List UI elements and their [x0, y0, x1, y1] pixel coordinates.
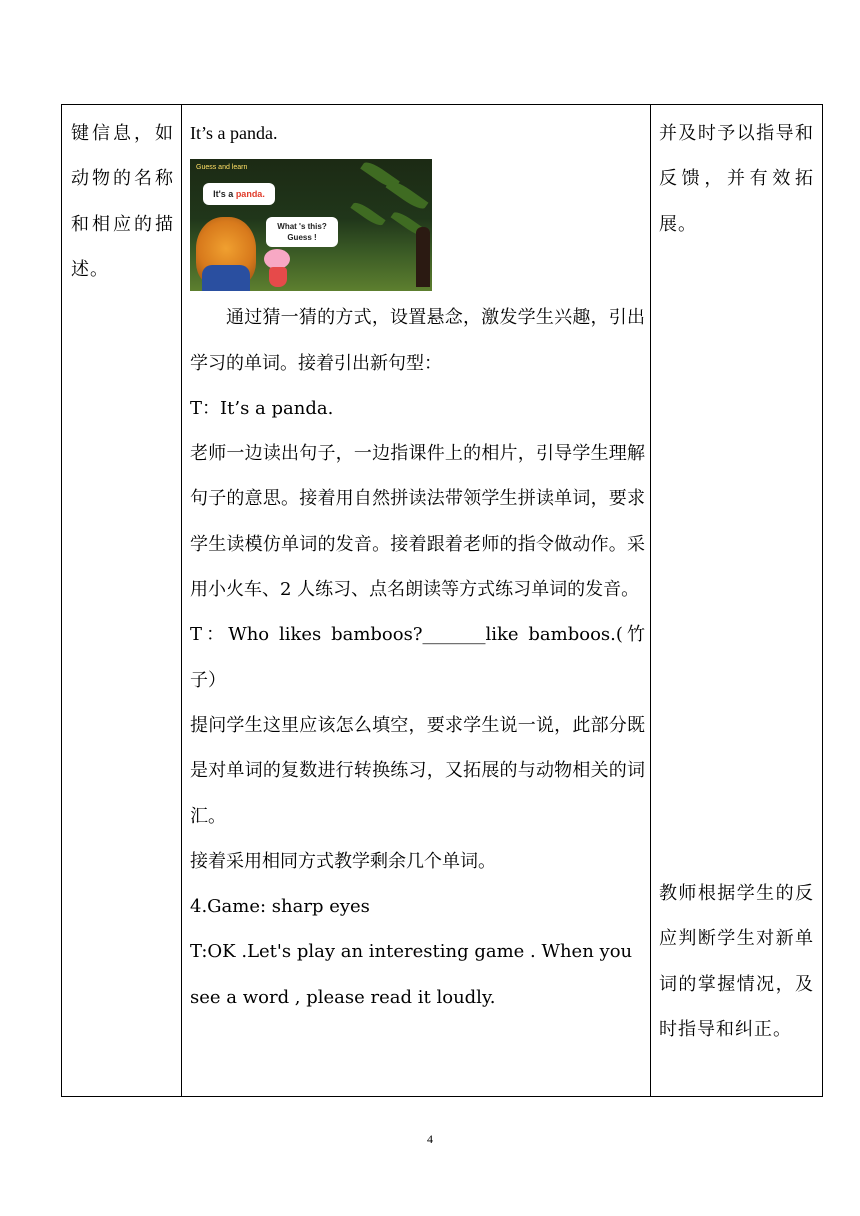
paragraph: 老师一边读出句子，一边指课件上的相片，引导学生理解句子的意思。接着用自然拼读法带领学生拼读单词，要求学生读模仿单词的发音。接着跟着老师的指令做动作。采用小火车、2 人练习、点名朗读等方式练习单词的发音。 [190, 443, 645, 601]
paragraph: 通过猜一猜的方式，设置悬念，激发学生兴趣，引出学习的单词。接着引出新句型： [190, 307, 645, 374]
image-tag: Guess and learn [196, 164, 248, 172]
paragraph: 接着采用相同方式教学剩余几个单词。 [190, 850, 496, 872]
speech-bubble: It's a panda. [203, 183, 275, 205]
paragraph: 提问学生这里应该怎么填空，要求学生说一说，此部分既是对单词的复数进行转换练习，又拓展的与动物相关的词汇。 [190, 714, 645, 827]
game-title: 4.Game: sharp eyes [190, 896, 370, 918]
objective-text: 键信息，如动物的名称和相应的描述。 [71, 123, 174, 280]
speech-bubble: What 's this? Guess ! [266, 217, 338, 247]
lesson-table [61, 104, 823, 1097]
person-silhouette [416, 227, 430, 287]
dialogue-line: T：It’s a panda. [190, 397, 334, 419]
courseware-image [190, 159, 432, 291]
cell-design-intent [651, 105, 822, 1040]
game-text: T:OK .Let's play an interesting game . When you see a word , please read it loudly. [190, 941, 633, 1008]
page-number: 4 [427, 1132, 433, 1146]
sentence-line: It’s a panda. [190, 123, 278, 143]
cell-objective [62, 105, 182, 292]
dialogue-line: T：Who likes bamboos?_______like bamboos.(竹子） [190, 624, 645, 691]
intent-text-bottom: 教师根据学生的反应判断学生对新单词的掌握情况，及时指导和纠正。 [659, 883, 814, 1040]
lion-character [196, 217, 256, 287]
pig-character [264, 249, 292, 289]
intent-text-top: 并及时予以指导和反馈，并有效拓展。 [659, 123, 814, 235]
cell-activity [182, 105, 651, 1020]
